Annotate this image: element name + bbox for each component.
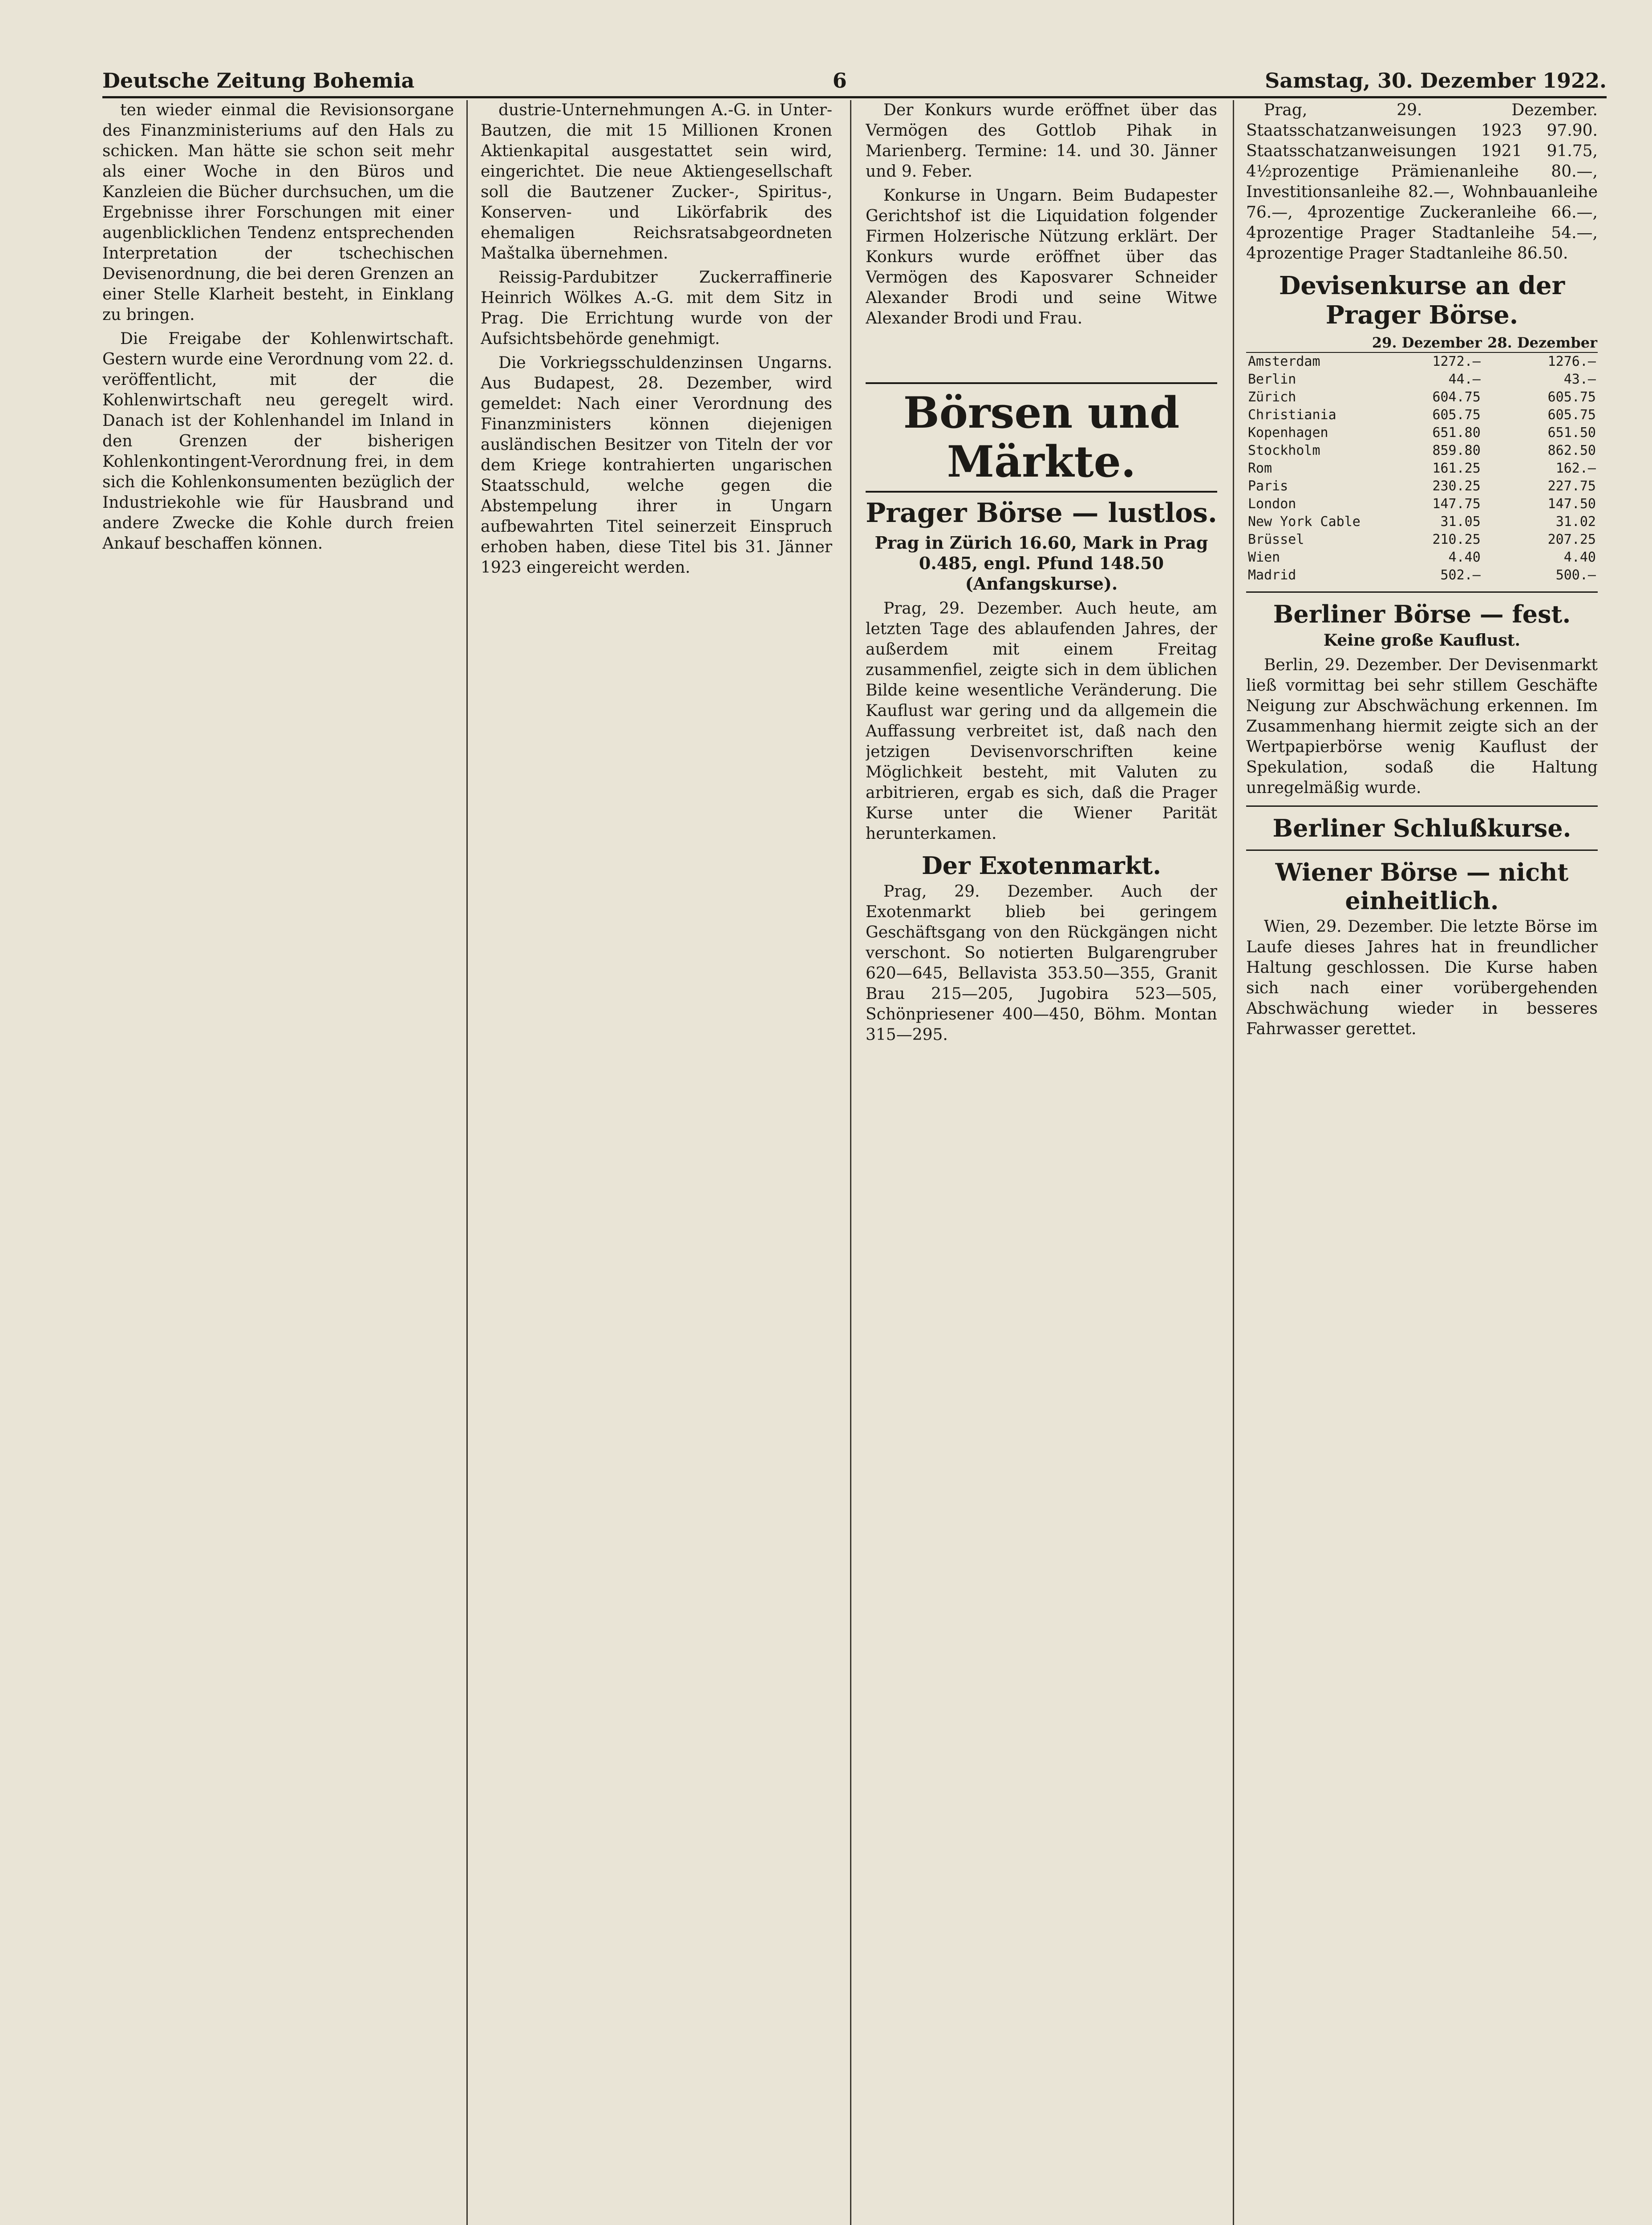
newspaper-title: Deutsche Zeitung Bohemia xyxy=(102,69,415,93)
divider xyxy=(1246,591,1598,593)
table-cell: Zürich xyxy=(1248,389,1296,405)
table-row xyxy=(1246,513,1598,531)
table-cell: Rom xyxy=(1248,461,1272,476)
table-row xyxy=(1246,424,1598,442)
table-cell: 230.25 xyxy=(1432,478,1481,494)
table-cell: Madrid xyxy=(1248,567,1296,583)
berlin-heading: Berliner Börse — fest. xyxy=(1273,600,1571,628)
table-cell: 862.50 xyxy=(1547,443,1596,458)
wien-heading: Wiener Börse — nicht einheitlich. xyxy=(1275,858,1569,915)
table-header-cell: 28. Dezember xyxy=(1482,333,1598,352)
table-cell: 651.80 xyxy=(1432,425,1481,441)
article-paragraph: Der Konkurs wurde eröffnet über das Vermögen des Gottlob Pihak in Marienberg. Termine: 14. und 30. Jänner und 9. Feber. xyxy=(866,101,1217,181)
table-header-cell: 29. Dezember xyxy=(1367,333,1482,352)
table-cell: New York Cable xyxy=(1248,514,1360,530)
table-cell: Paris xyxy=(1248,478,1288,494)
section-subheadline: Prager Börse — lustlos. xyxy=(866,498,1217,529)
table-row xyxy=(1246,406,1598,424)
divider xyxy=(1246,850,1598,851)
berlin-schluss-heading: Berliner Schlußkurse. xyxy=(1272,814,1571,842)
table-cell: 1276.— xyxy=(1547,354,1596,369)
table-cell: 4.40 xyxy=(1448,550,1481,565)
table-cell: 605.75 xyxy=(1432,407,1481,423)
table-row xyxy=(1246,495,1598,513)
column-rule xyxy=(850,100,851,2225)
table-cell: 161.25 xyxy=(1432,461,1481,476)
table-cell: 147.75 xyxy=(1432,496,1481,512)
table-row xyxy=(1246,371,1598,388)
masthead xyxy=(102,53,1607,98)
column-1 xyxy=(102,100,454,2225)
table-cell: 651.50 xyxy=(1547,425,1596,441)
table-row xyxy=(1246,460,1598,477)
table-cell: Amsterdam xyxy=(1248,354,1320,369)
page-number: 6 xyxy=(832,69,847,93)
article-paragraph: Die Vorkriegsschuldenzinsen Ungarns. Aus Budapest, 28. Dezember, wird gemeldet: Nach einer Verordnung des Finanzministers können diejenigen ausländischen Besitzer von Titeln der vor dem Kriege kontrahierten ungarischen Staatsschuld, welche gegen die Abstempelung ihrer in Ungarn aufbewahrten Titel seinerzeit Einspruch erhoben haben, diese Titel bis 31. Jänner 1923 eingereicht werden. xyxy=(481,354,832,577)
devisen-table-body xyxy=(1246,352,1598,584)
table-cell: 207.25 xyxy=(1547,532,1596,547)
article-paragraph: dustrie-Unternehmungen A.-G. in Unter-Bautzen, die mit 15 Millionen Kronen Aktienkapital ausgestattet sein wird, eingerichtet. Die neue Aktiengesellschaft soll die Bautzener Zucker-, Spiritus-, Konserven- und Likörfabrik des ehemaligen Reichsratsabgeordneten Maštalka übernehmen. xyxy=(481,101,832,263)
table-cell: 1272.— xyxy=(1432,354,1481,369)
exotenmarkt-heading: Der Exotenmarkt. xyxy=(921,851,1162,880)
table-cell: 605.75 xyxy=(1547,407,1596,423)
table-row xyxy=(1246,352,1598,371)
article-paragraph: Die Freigabe der Kohlenwirtschaft. Gestern wurde eine Verordnung vom 22. d. veröffentlicht, mit der die Kohlenwirtschaft neu geregelt wird. Danach ist der Kohlenhandel im Inland in den Grenzen der bisherigen Kohlenkontingent-Verordnung frei, in dem sich die Kohlenkonsumenten bezüglich der Industriekohle wie für Hausbrand und andere Zwecke die Kohle durch freien Ankauf beschaffen können. xyxy=(102,330,454,553)
table-cell: 4.40 xyxy=(1563,550,1596,565)
table-cell: Brüssel xyxy=(1248,532,1304,547)
article-paragraph: Prag, 29. Dezember. Staatsschatzanweisungen 1923 97.90. Staatsschatzanweisungen 1921 91.75, 4½prozentige Prämienanleihe 80.—, Investitionsanleihe 82.—, Wohnbauanleihe 76.—, 4prozentige Zuckeranleihe 66.—, 4prozentige Prager Stadtanleihe 54.—, 4prozentige Prager Stadtanleihe 86.50. xyxy=(1246,101,1598,263)
table-cell: London xyxy=(1248,496,1296,512)
table-row xyxy=(1246,388,1598,406)
section-headline: Börsen und Märkte. xyxy=(866,382,1217,493)
table-cell: 147.50 xyxy=(1547,496,1596,512)
table-cell: 859.80 xyxy=(1432,443,1481,458)
article-paragraph: Konkurse in Ungarn. Beim Budapester Gerichtshof ist die Liquidation folgender Firmen Holzerische Nützung erklärt. Der Konkurs wurde eröffnet über das Vermögen des Kaposvarer Schneider Alexander Brodi und seine Witwe Alexander Brodi und Frau. xyxy=(866,186,1217,328)
devisen-table-title: Devisenkurse an der Prager Börse. xyxy=(1279,271,1565,330)
column-2 xyxy=(481,100,832,2225)
article-paragraph: Wien, 29. Dezember. Die letzte Börse im Laufe dieses Jahres hat in freundlicher Haltung geschlossen. Die Kurse haben sich nach einer vorübergehenden Abschwächung wieder in besseres Fahrwasser gerettet. xyxy=(1246,918,1598,1038)
column-3 xyxy=(866,100,1217,2225)
issue-date: Samstag, 30. Dezember 1922. xyxy=(1265,69,1607,93)
table-cell: 604.75 xyxy=(1432,389,1481,405)
divider xyxy=(1246,805,1598,807)
article-paragraph: ten wieder einmal die Revisionsorgane des Finanzministeriums auf den Hals zu schicken. Man hätte sie schon seit mehr als einer Woche in den Büros und Kanzleien die Bücher durchsuchen, um die Ergebnisse ihrer Forschungen mit einer augenblicklichen Tendenz entsprechenden Interpretation der tschechischen Devisenordnung, die bei deren Grenzen an einer Stelle Klarheit besteht, in Einklang zu bringen. xyxy=(102,101,454,324)
table-cell: 44.— xyxy=(1448,372,1481,387)
table-cell: Christiania xyxy=(1248,407,1336,423)
column-rule xyxy=(466,100,468,2225)
article-paragraph: Prag, 29. Dezember. Auch der Exotenmarkt blieb bei geringem Geschäftsgang von den Rückgängen nicht verschont. So notierten Bulgarengruber 620—645, Bellavista 353.50—355, Granit Brau 215—205, Jugobira 523—505, Schönpriesener 400—450, Böhm. Montan 315—295. xyxy=(866,882,1217,1044)
devisen-table xyxy=(1246,333,1598,584)
table-header-row xyxy=(1246,333,1598,352)
table-cell: 31.05 xyxy=(1440,514,1481,530)
table-row xyxy=(1246,442,1598,460)
table-cell: 162.— xyxy=(1555,461,1596,476)
table-cell: 43.— xyxy=(1563,372,1596,387)
table-cell: 210.25 xyxy=(1432,532,1481,547)
table-header-cell xyxy=(1246,333,1367,352)
article-paragraph: Reissig-Pardubitzer Zuckerraffinerie Heinrich Wölkes A.-G. mit dem Sitz in Prag. Die Errichtung wurde von der Aufsichtsbehörde genehmigt. xyxy=(481,268,832,348)
article-paragraph: Berlin, 29. Dezember. Der Devisenmarkt ließ vormittag bei sehr stillem Geschäfte Neigung zur Abschwächung erkennen. Im Zusammenhang hiermit zeigte sich an der Wertpapierbörse wenig Kauflust der Spekulation, sodaß die Haltung unregelmäßig wurde. xyxy=(1246,656,1598,797)
column-rule xyxy=(1233,100,1234,2225)
table-row xyxy=(1246,566,1598,584)
column-4 xyxy=(1246,100,1598,2225)
table-cell: 605.75 xyxy=(1547,389,1596,405)
table-row xyxy=(1246,477,1598,495)
table-cell: 502.— xyxy=(1440,567,1481,583)
table-cell: 500.— xyxy=(1555,567,1596,583)
berlin-subheading: Keine große Kauflust. xyxy=(1323,631,1521,650)
article-paragraph: Prag, 29. Dezember. Auch heute, am letzten Tage des ablaufenden Jahres, der außerdem mit einem Freitag zusammenfiel, zeigte sich in dem üblichen Bilde keine wesentliche Veränderung. Die Kauflust war gering und da allgemein die Auffassung verbreitet ist, daß nach den jetzigen Devisenvorschriften keine Möglichkeit besteht, mit Valuten zu arbitrieren, ergab es sich, daß die Prager Kurse unter die Wiener Parität herunterkamen. xyxy=(866,599,1217,843)
table-cell: Stockholm xyxy=(1248,443,1320,458)
opening-rates-line: Prag in Zürich 16.60, Mark in Prag 0.485, engl. Pfund 148.50 (Anfangskurse). xyxy=(875,533,1208,594)
table-row xyxy=(1246,531,1598,549)
table-cell: Berlin xyxy=(1248,372,1296,387)
table-cell: 227.75 xyxy=(1547,478,1596,494)
table-cell: Kopenhagen xyxy=(1248,425,1328,441)
table-cell: Wien xyxy=(1248,550,1280,565)
table-row xyxy=(1246,549,1598,566)
table-cell: 31.02 xyxy=(1555,514,1596,530)
